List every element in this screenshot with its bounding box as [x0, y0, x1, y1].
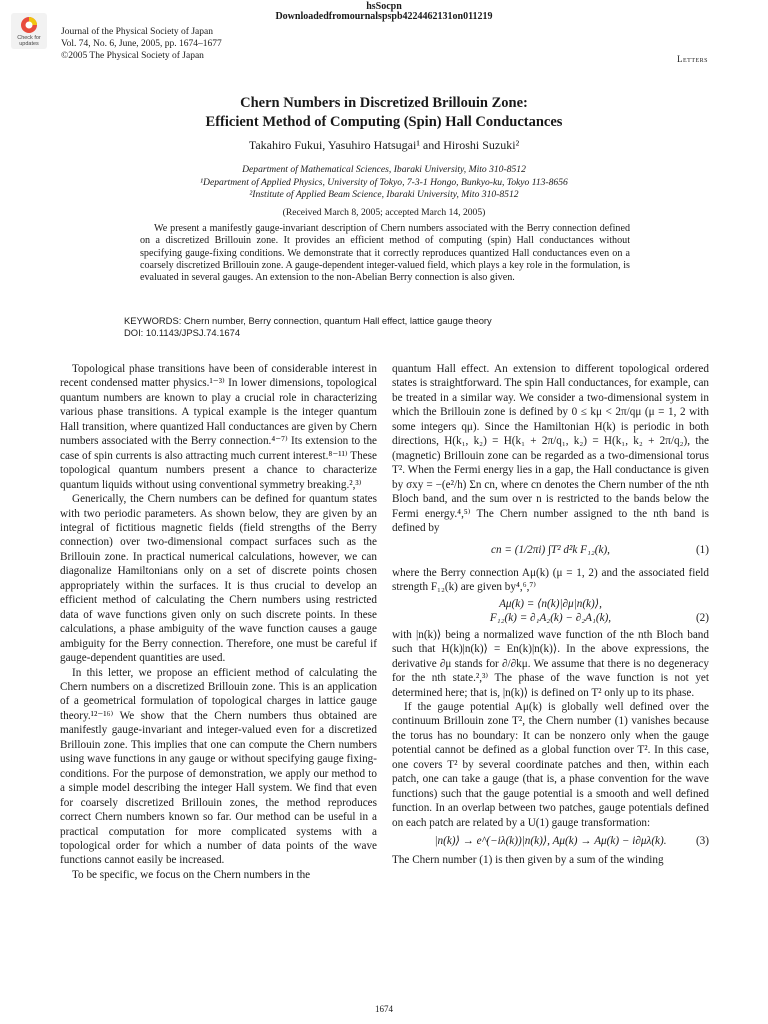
paragraph: with |n(k)⟩ being a normalized wave function of the nth Bloch band such that H(k)|n(k)⟩ = En(k)|n(k)⟩. In the above expressions, the derivative ∂μ stands for ∂/∂kμ. We assume that there is no degeneracy for the nth state.²,³⁾ The phase of the wave function is not yet determined here; that is, |n(k)⟩ is defined on T² only up to its phase. — [392, 628, 709, 699]
equation-3 — [392, 834, 709, 848]
paragraph: where the Berry connection Aμ(k) (μ = 1, 2) and the associated field strength F₁₂(k) are given by⁴,⁶,⁷⁾ — [392, 566, 709, 594]
paragraph: quantum Hall effect. An extension to different topological ordered states is straightforward. The spin Hall conductances, for example, can be treated in a similar way. We consider a two-dimensional system in which the Brillouin zone is defined by 0 ≤ kμ < 2π/qμ (μ = 1, 2 with some integers qμ). Since the Hamiltonian H(k) is periodic in both directions, H(k₁, k₂) = H(k₁ + 2π/q₁, k₂) = H(k₁, k₂ + 2π/q₂), the (magnetic) Brillouin zone can be regarded as a two-dimensional torus T². When the Fermi energy lies in a gap, the Hall conductance is given by σxy = −(e²/h) Σn cn, where cn denotes the Chern number of the nth Bloch band, and the sum over n is restricted to the bands below the Fermi energy.⁴,⁵⁾ The Chern number assigned to the nth band is defined by — [392, 363, 709, 534]
equation-2a: Aμ(k) = ⟨n(k)|∂μ|n(k)⟩, — [499, 597, 602, 610]
affiliation-2: ¹Department of Applied Physics, University of Tokyo, 7-3-1 Hongo, Bunkyo-ku, Tokyo 113-8656 — [200, 176, 568, 188]
affiliation-3: ²Institute of Applied Beam Science, Ibaraki University, Mito 310-8512 — [249, 189, 519, 200]
paper-title — [60, 94, 708, 132]
equation-2b: F₁₂(k) = ∂₁A₂(k) − ∂₂A₁(k), — [489, 612, 612, 625]
keywords: KEYWORDS: Chern number, Berry connection, quantum Hall effect, lattice gauge theory — [124, 315, 492, 326]
received-dates: (Received March 8, 2005; accepted March 14, 2005) — [282, 207, 486, 218]
equation-1-number: (1) — [695, 544, 709, 557]
abstract — [140, 223, 630, 284]
equation-1 — [392, 543, 709, 557]
abstract-text: We present a manifestly gauge-invariant description of Chern numbers associated with the Berry connection defined on a discretized Brillouin zone. It provides an efficient method of computing (spin) Hall conductances without specifying gauge-fixing conditions. We demonstrate that it correctly reproduces quantized Hall conductances even on a coarsely discretized Brillouin zone. A gauge-dependent integer-valued field, which plays a key role in the formulation, is evaluated in several gauges. An extension to the non-Abelian Berry connection is also given. — [140, 223, 630, 284]
equation-2 — [392, 597, 709, 626]
left-column — [60, 362, 377, 882]
journal-info — [61, 26, 222, 62]
download-watermark-line2: Downloadedfromournalspspb4224462131on011219 — [275, 11, 493, 22]
paragraph: To be specific, we focus on the Chern numbers in the — [72, 868, 311, 881]
check-for-updates-badge[interactable] — [11, 13, 47, 49]
affiliation-1: Department of Mathematical Sciences, Ibaraki University, Mito 310-8512 — [242, 164, 526, 175]
equation-3-number: (3) — [695, 835, 709, 848]
author-list: Takahiro Fukui, Yasuhiro Hatsugai¹ and Hiroshi Suzuki² — [248, 138, 520, 152]
equation-3-body: |n(k)⟩ → e^(−iλ(k))|n(k)⟩, Aμ(k) → Aμ(k) − i∂μλ(k). — [434, 835, 667, 848]
title-line-1: Chern Numbers in Discretized Brillouin Zone: — [240, 95, 528, 111]
paragraph: In this letter, we propose an efficient method of calculating the Chern numbers on a discretized Brillouin zone. This is an application of a geometrical formulation of topological charges in lattice gauge theory.¹²⁻¹⁶⁾ We show that the Chern numbers thus obtained are manifestly gauge-invariant and integer-valued even for a discretized Brillouin zone. This implies that one can compute the Chern numbers using wave functions in any gauge or without specifying gauge fixing-conditions. For the purpose of demonstration, we apply our method to a simple model describing the integer Hall system. We find that even for coarsely discretized Brillouin zones, the method reproduces correct Chern numbers known so far. Our method can be useful in a practical computation for more complicated systems with a topological order for which a number of data points of the wave functions cannot easily be increased. — [60, 666, 377, 867]
affiliations — [60, 164, 708, 202]
paragraph: If the gauge potential Aμ(k) is globally well defined over the continuum Brillouin zone T², the Chern number (1) vanishes because the torus has no boundary: It can be nonzero only when the gauge potential cannot be defined as a global function over T². In this case, one covers T² by several coordinate patches and then, within each patch, one can take a gauge (that is, a phase convention for the wave functions) such that the gauge potential is a smooth and well defined function. In an overlap between two patches, gauge potentials defined on each patch are related by a U(1) gauge transformation: — [392, 700, 709, 829]
badge-label: Check for updates — [17, 35, 41, 47]
equation-2-number: (2) — [695, 612, 709, 625]
paragraph: The Chern number (1) is then given by a sum of the winding — [392, 853, 664, 866]
keywords-block — [124, 315, 492, 338]
right-column — [392, 362, 709, 867]
journal-name: Journal of the Physical Society of Japan — [61, 27, 213, 37]
equation-1-body: cn = (1/2πi) ∫T² d²k F₁₂(k), — [491, 544, 610, 557]
page-number: 1674 — [375, 1004, 393, 1014]
title-line-2: Efficient Method of Computing (Spin) Hall Conductances — [205, 114, 563, 130]
paragraph: Topological phase transitions have been of considerable interest in recent condensed matter physics.¹⁻³⁾ In lower dimensions, topological quantum numbers are known to play a crucial role in characterizing various phase transitions. A typical example is the integer quantum Hall transition, where quantized Hall conductances are given by Chern numbers associated with the Berry connection.⁴⁻⁷⁾ Its extension to the case of spin currents is also attracting much current interest.⁸⁻¹¹⁾ These topological quantum numbers present a chance to characterize quantum liquids without using conventional symmetry breaking.²,³⁾ — [60, 363, 377, 491]
download-watermark-line1: hsSocpn — [366, 1, 402, 12]
doi-link[interactable]: DOI: 10.1143/JPSJ.74.1674 — [124, 326, 241, 338]
journal-copyright: ©2005 The Physical Society of Japan — [61, 51, 204, 61]
section-label: Letters — [677, 54, 708, 64]
paragraph: Generically, the Chern numbers can be defined for quantum states with two periodic parameters. As shown below, they are given by an integral of fictitious magnetic fields (field strengths of the Berry connection) over two-dimensional compact surfaces such as the Brillouin zone. In practical numerical calculations, however, we can diagonalize Hamiltonians only on a set of discrete points chosen appropriately within the surfaces. It is thus crucial to develop an efficient method of calculating the Chern numbers using restricted data of wave functions given only on such discrete points. In these calculations, a phase ambiguity of the wave function causes a gauge ambiguity for the Berry connection. Therefore, one must be careful if gauge-dependent quantities are used. — [60, 493, 377, 665]
journal-volume: Vol. 74, No. 6, June, 2005, pp. 1674–1677 — [61, 39, 222, 49]
